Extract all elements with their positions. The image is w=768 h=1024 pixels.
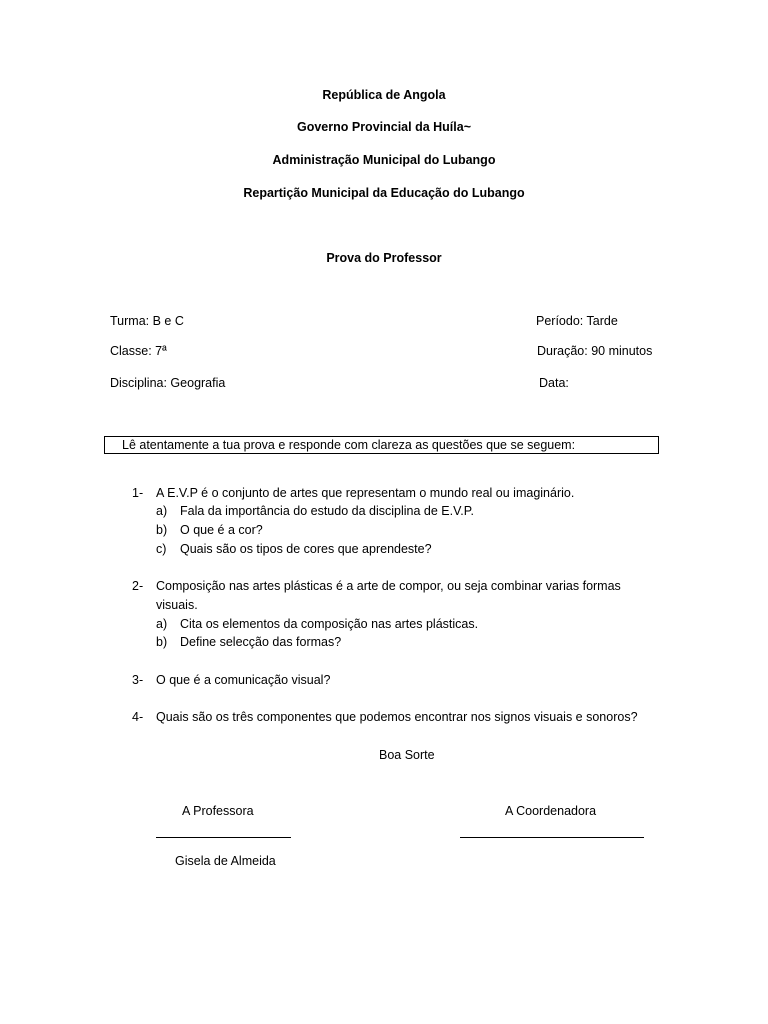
info-data: Data:: [539, 376, 569, 390]
page-title: Prova do Professor: [326, 251, 442, 265]
question-4-text: Quais são os três componentes que podemos encontrar nos signos visuais e sonoros?: [156, 710, 638, 724]
question-1c-label: c): [156, 542, 167, 556]
question-2-text-line2: visuais.: [156, 598, 198, 612]
question-1a-text: Fala da importância do estudo da disciplina de E.V.P.: [180, 504, 474, 518]
question-3-number: 3-: [132, 673, 144, 687]
coordinator-label: A Coordenadora: [505, 804, 597, 818]
info-classe: Classe: 7ª: [110, 344, 167, 358]
question-1-number: 1-: [132, 486, 144, 500]
question-2a-text: Cita os elementos da composição nas artes plásticas.: [180, 617, 479, 631]
question-2-text-line1: Composição nas artes plásticas é a arte de compor, ou seja combinar varias formas: [156, 579, 621, 593]
info-duracao: Duração: 90 minutos: [537, 344, 653, 358]
info-disciplina: Disciplina: Geografia: [110, 376, 226, 390]
header-republic: República de Angola: [322, 88, 446, 102]
question-1b-text: O que é a cor?: [180, 523, 263, 537]
instruction-box: [104, 436, 659, 454]
question-1c-text: Quais são os tipos de cores que aprendeste?: [180, 542, 432, 556]
question-2-number: 2-: [132, 579, 144, 593]
closing-text: Boa Sorte: [379, 748, 435, 762]
instruction-text: Lê atentamente a tua prova e responde com clareza as questões que se seguem:: [122, 438, 576, 452]
info-turma: Turma: B e C: [110, 314, 184, 328]
question-2b-text: Define selecção das formas?: [180, 635, 342, 649]
question-1-text: A E.V.P é o conjunto de artes que representam o mundo real ou imaginário.: [156, 486, 575, 500]
header-administration: Administração Municipal do Lubango: [272, 153, 496, 167]
header-repartition: Repartição Municipal da Educação do Lubango: [243, 186, 525, 200]
question-4-number: 4-: [132, 710, 144, 724]
question-2b-label: b): [156, 635, 168, 649]
question-1a-label: a): [156, 504, 168, 518]
question-1b-label: b): [156, 523, 168, 537]
question-3-text: O que é a comunicação visual?: [156, 673, 331, 687]
teacher-name: Gisela de Almeida: [175, 854, 276, 868]
info-periodo: Período: Tarde: [536, 314, 618, 328]
coordinator-signature-line: [460, 837, 644, 838]
header-province: Governo Provincial da Huíla~: [296, 120, 471, 134]
teacher-signature-line: [156, 837, 291, 838]
teacher-label: A Professora: [182, 804, 254, 818]
question-2a-label: a): [156, 617, 168, 631]
